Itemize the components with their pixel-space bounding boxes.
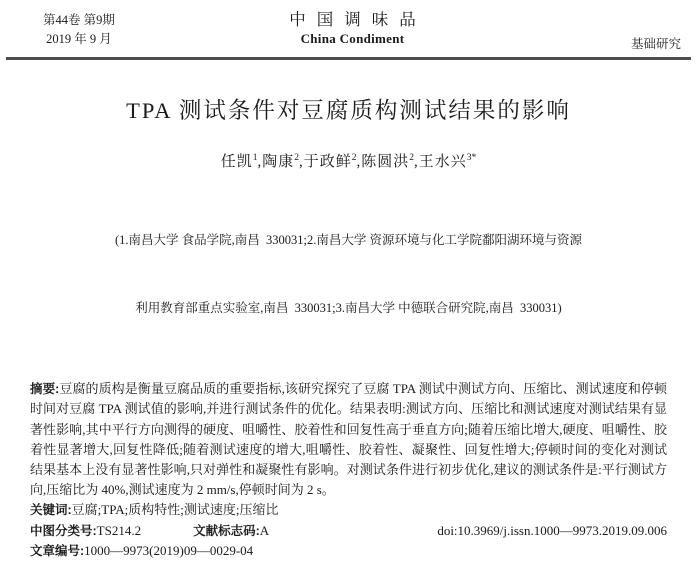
document-code-label: 文献标志码: [193, 523, 260, 538]
journal-date: 2019 年 9 月 [46, 32, 112, 47]
author-name: 任凯 [220, 154, 253, 170]
journal-masthead [144, 11, 561, 47]
author-superscript: 2 [351, 153, 357, 163]
header-divider-rule [6, 57, 691, 60]
section-label: 基础研究 [630, 37, 681, 51]
affiliation-line: 利用教育部重点实验室,南昌 330031;3.南昌大学 中德联合研究院,南昌 330031) [135, 300, 562, 315]
author-superscript: 2 [409, 153, 415, 163]
author-name: 王水兴 [418, 154, 467, 170]
author-name: 陈圆洪 [361, 154, 410, 170]
abstract-paragraph [30, 379, 667, 500]
abstract-text: 豆腐的质构是衡量豆腐品质的重要指标,该研究探究了豆腐 TPA 测试中测试方向、压缩比、测试速度和停顿时间对豆腐 TPA 测试值的影响,并进行测试条件的优化。结果表明:测试方向、压缩比和测试速度对测试结果有显著性影响,其中平行方向测得的硬度、咀嚼性、胶着性和回复性高于垂直方向;随着压缩比增大,硬度、咀嚼性、胶着性显著增大,回复性降低;随着测试速度的增大,咀嚼性、胶着性、凝聚性、回复性增大;停顿时间的变化对测试结果基本上没有显著性影响,只对弹性和凝聚性有影响。对测试条件进行初步优化,建议的测试条件是:平行测试方向,压缩比为 40%,测试速度为 2 mm/s,停顿时间为 2 s。 [30, 381, 667, 498]
doi-text: doi:10.3969/j.issn.1000—9973.2019.09.006 [437, 522, 667, 538]
journal-header [0, 0, 697, 53]
abstract-label: 摘要: [30, 382, 60, 396]
clc-number-label: 中图分类号: [30, 523, 97, 538]
author-superscript: 3* [466, 153, 477, 163]
article-title: TPA 测试条件对豆腐质构测试结果的影响 [126, 98, 571, 123]
author-superscript: 1 [252, 153, 258, 163]
author-name: 于政鲜 [303, 154, 352, 170]
journal-title-cn: 中国调味品 [289, 10, 427, 29]
journal-title-en: China Condiment [300, 31, 405, 47]
author-name: 陶康 [262, 154, 295, 170]
classification-line [30, 521, 667, 541]
author-separator: , [257, 154, 263, 170]
author-superscript: 2 [294, 153, 299, 163]
article-id-line [30, 541, 667, 561]
clc-item [30, 521, 141, 541]
front-matter [30, 379, 667, 562]
keywords-label: 关键词: [30, 503, 72, 518]
journal-volume-issue: 第44卷 第9期 [43, 13, 115, 27]
author-separator: , [298, 154, 304, 170]
article-id-value: 1000—9973(2019)09—0029-04 [84, 543, 254, 559]
affiliation-block [0, 184, 697, 364]
issue-info [14, 11, 144, 50]
clc-number-value: TS214.2 [96, 522, 142, 538]
document-code-value: A [259, 522, 270, 538]
affiliation-line: (1.南昌大学 食品学院,南昌 330031;2.南昌大学 资源环境与化工学院鄱阳湖环境与资源 [114, 233, 582, 247]
doc-code-item [193, 521, 269, 541]
author-list [0, 150, 697, 171]
author-separator: , [356, 154, 362, 170]
article-id-label: 文章编号: [30, 544, 85, 559]
keywords-line [30, 500, 667, 520]
keywords-text: 豆腐;TPA;质构特性;测试速度;压缩比 [71, 502, 279, 518]
author-separator: , [414, 154, 419, 170]
